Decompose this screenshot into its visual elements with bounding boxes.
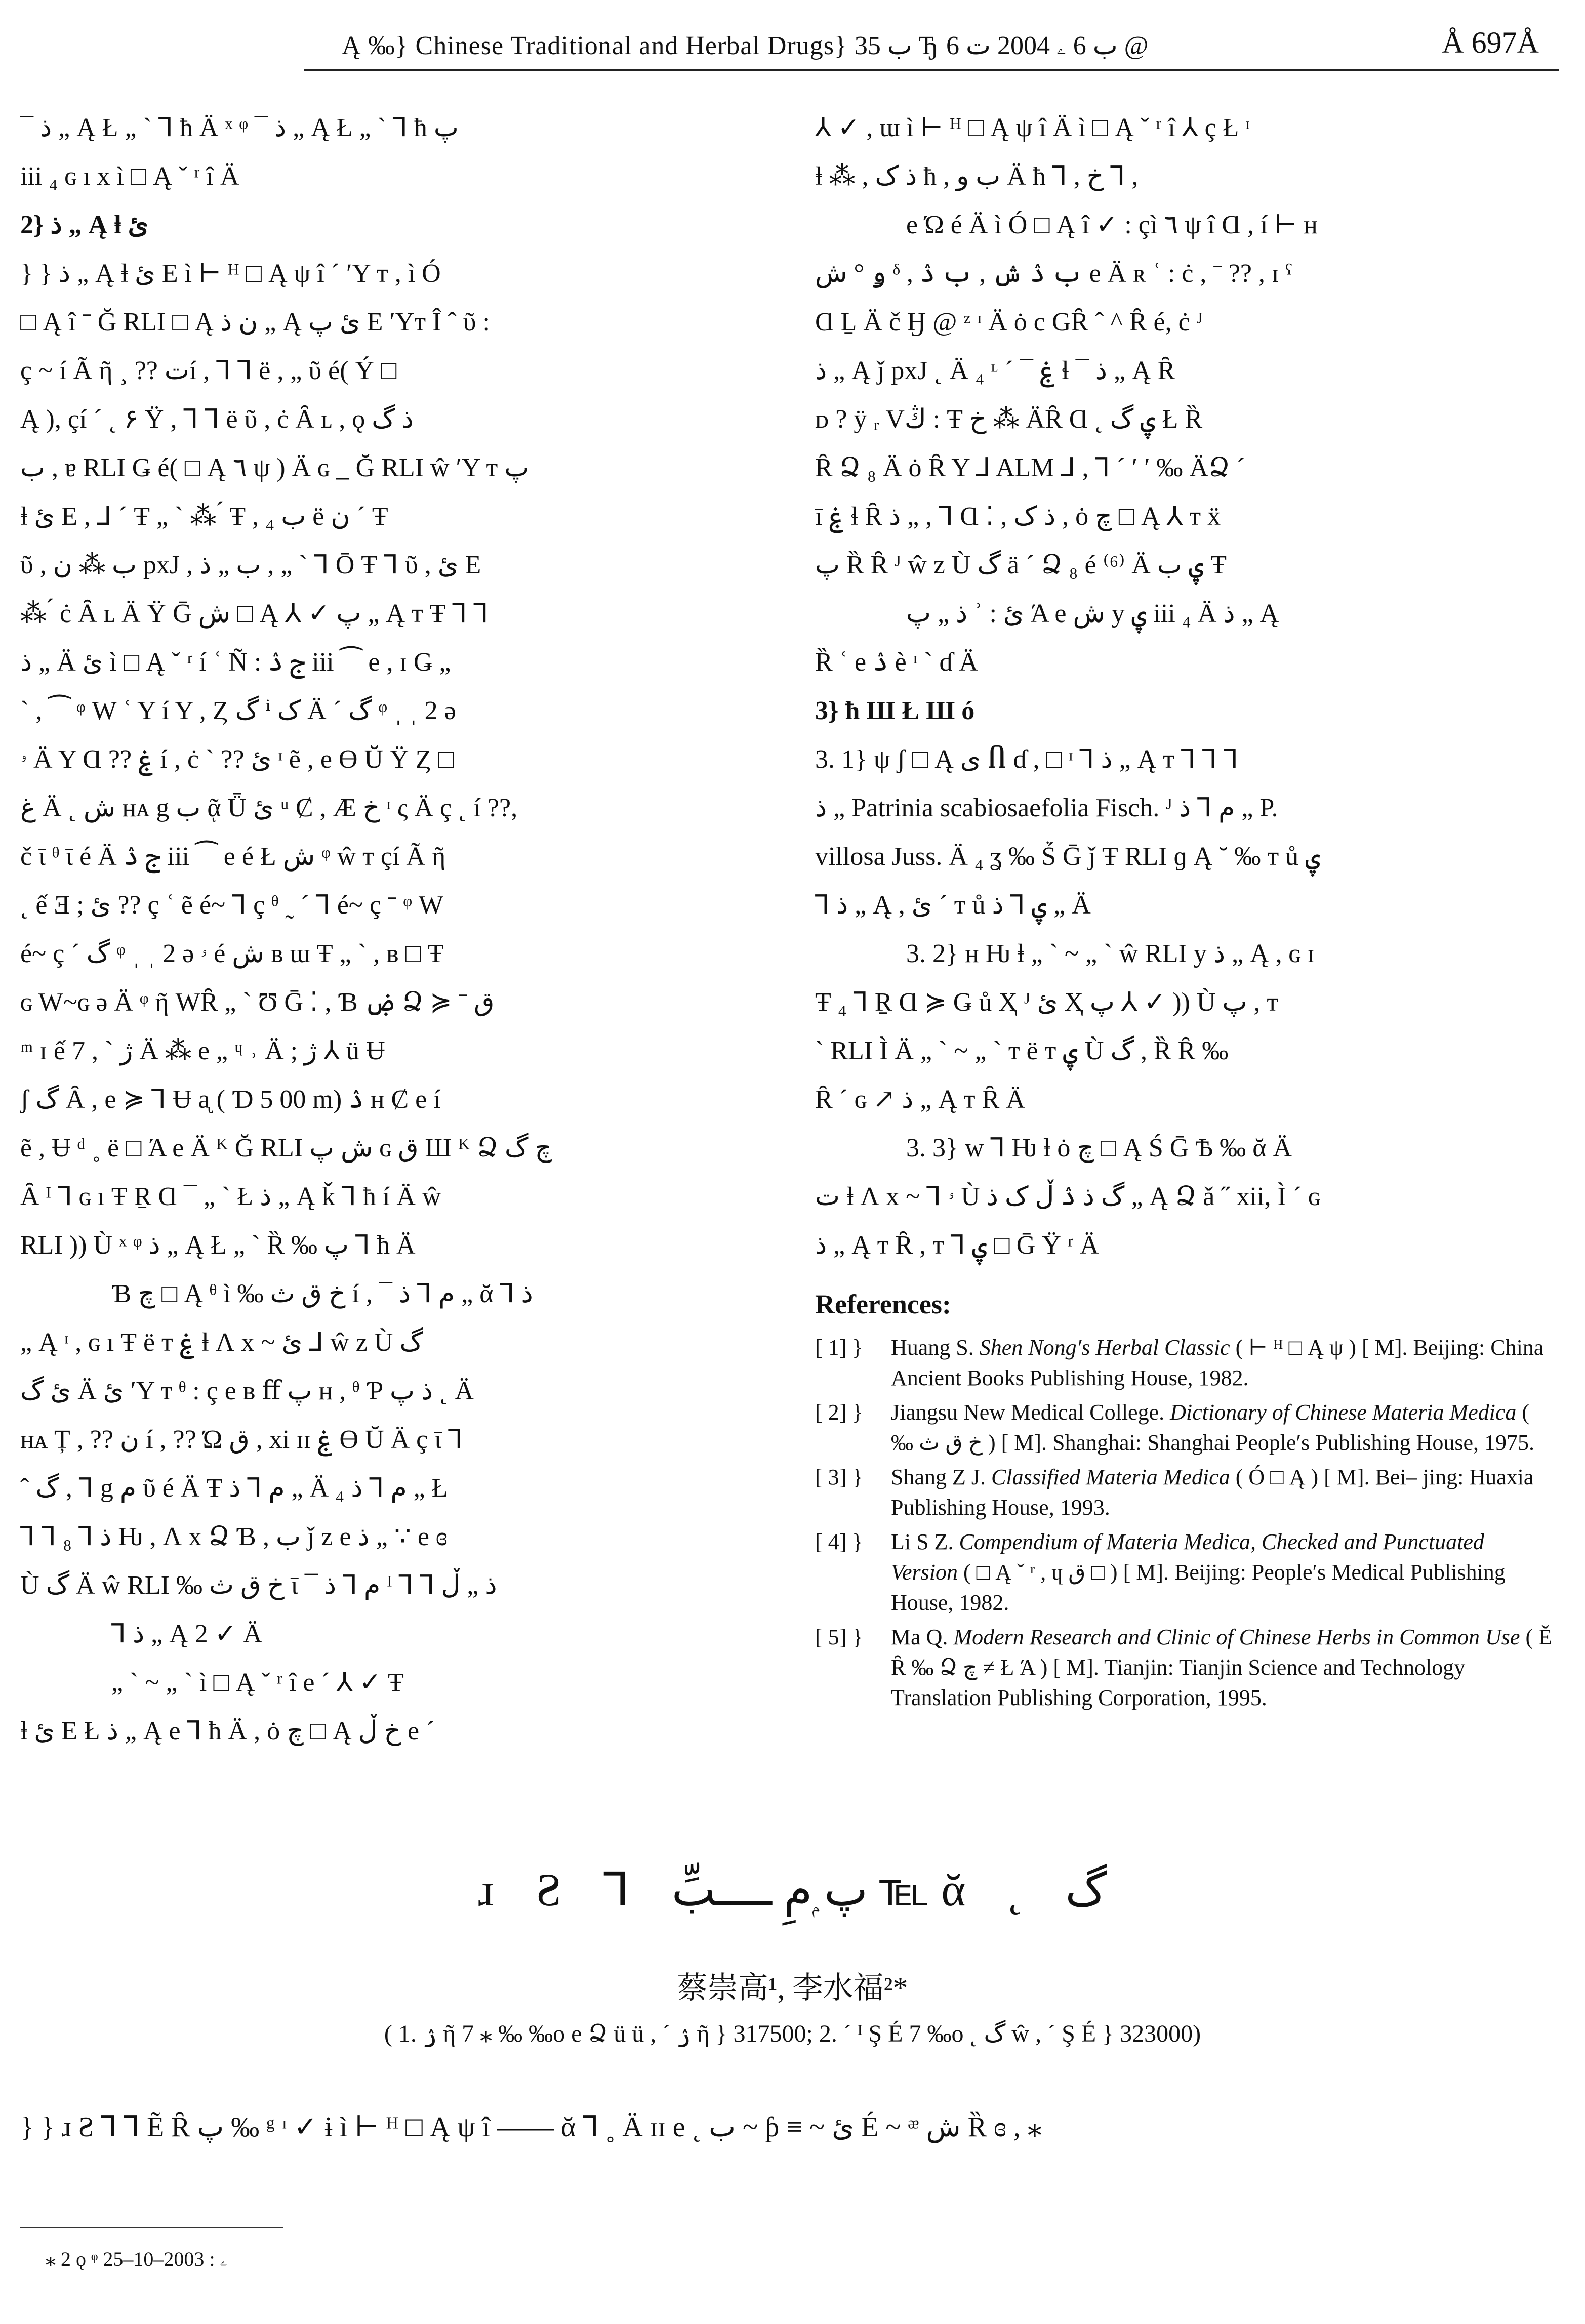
text-line: ۅ ° ش ᵟ , ب ۮ ش , ب ۮ e Ä ʀ ʿ : ċ , ˉ ?? , ɪ ˤ [815,259,1292,288]
text-line: ᴅ ? ÿ ᵣ Vڭ : Ŧ خ ⁂ ÄȒ Ɑ ˛ ۑ گ Ł Ȑ [815,405,1203,434]
text-line: ` , ⁀ ᵠ W ʿ Y í Y , Ȥ گ ⁱ ک Ä ´ گ ᵠ ˌ ˌ 2 ə [20,696,456,725]
text-line: ẽ , Ʉ ᵈ ˳ ë □ Ά e Ä ᴷ Ğ RLI ش پ ɢ ق Ш ᴷ Ձ چ گ [20,1134,552,1163]
reference-title: Modern Research and Clinic of Chinese Herbs in Common Use [953,1625,1520,1649]
reference-item [815,1527,1554,1618]
right-column [815,104,1554,1713]
text-line: villosa Juss. Ä ₄ ʓ ‰ Ṥ Ḡ ǰ Ŧ RLI ɡ Ą ˘ ‰ ᴛ ů ۑ [815,842,1321,871]
text-line: ʜᴀ Ț , ?? ن í , ?? Ώ ق , xi ɪɪ ۼ ϴ Ŭ Ä ç ῑ ⅂ [20,1425,463,1454]
text-line: „ Ą ᶦ , ɢ ı Ŧ ë ᴛ ۼ ⱡ Ʌ x ~ ئ ⅃ ŵ z Ù گ [20,1328,423,1357]
text-line: ئ گ Ä ئ ʹY ᴛ ᶿ : ç e ʙ ﬀ پ ʜ , ᶿ Ƥ ذ پ ˛ Ä [20,1377,474,1405]
footnote-rule [20,2227,283,2228]
text-line: Ȑ ʿ e ۮ è ᶦ ` ɗ Ä [815,648,979,677]
text-line: ⱡ ئ E , ⅃ ´ Ŧ „ ` ⁂ ́ Ŧ , ₄ ب ë ن ´ Ŧ [20,502,388,531]
reference-number: [ 1] } [815,1335,863,1360]
text-line: ç ~ í Ã ῆ ¸ ?? تí , ⅂ ⅂ ë , „ ῦ é( Ý □ [20,356,397,385]
reference-number: [ 4] } [815,1529,863,1554]
reference-title: Shen Nong′s Herbal Classic [979,1335,1230,1360]
text-line: „ ` ~ „ ` ì □ Ą ˇ ʳ î e ´ ⅄ ✓ Ŧ [111,1668,404,1697]
text-line: Ȓ ´ ɢ ↗ ذ „ Ą ᴛ Ȓ Ä [815,1085,1025,1114]
text-line: ɢ W~ɢ ə Ä ᵠ ῆ WȒ „ ` Ʊ Ḡ ⁚ , Ɓ ۻ Ձ ≽ ˉ ق [20,988,495,1017]
text-line: ت ⱡ Ʌ x ~ ⅂ ۥ Ù گ ذ ۮ ڵ ک ذ „ Ą Ձ ǎ ˝ xii, Ì ´ ɢ [815,1182,1320,1211]
text-line: ˆ گ , ⅂ g م ῦ é Ä Ŧ م ⅂ ذ „ Ä ₄ م ⅂ ذ „ Ł [20,1474,448,1503]
text-line: ⱡ ⁂ , ذ ک ħ , ب ﻭ Ä ħ ⅂ , خ ⅂ , [815,162,1139,191]
left-column [20,104,754,1756]
article-abstract: } } ɹ Ƨ ⅂ ⅂ Ẽ Ȓ پ ‰ ᵍ ᶦ ✓ ɨ ì ⊢ ᴴ □ Ą ψ î —— ᾰ ⅂ ˳ Ä ɪɪ e ˛ ب ~ ƥ ≡ ~ ئ É ~ ᵆ ش Ȑ ɞ , ⁎ [20,2111,1042,2143]
reference-item [815,1333,1554,1393]
text-line: Ą ), çí ´ ˛ ۶ Ÿ , ⅂ ⅂ ë ῦ , ċ Ȃ ʟ , ǫ ذ گ [20,405,414,434]
text-line: 3. 1} ψ ʃ □ Ą ى Ⴖ ɗ , □ ᶦ ⅂ ذ „ Ą ᴛ ⅂ ⅂ ⅂ [815,745,1238,774]
references-list [815,1333,1554,1713]
reference-authors: Huang S. [891,1335,980,1360]
text-line: Ù گ Ä ŵ RLI ‰ خ ق ث ῑ ¯ م ⅂ ذ ᴵ ⅂ ⅂ ذ „ ڵ [20,1571,497,1600]
text-line: ذ „ Ä ئ ì □ Ą ˇ ʳ í ʿ Ñ : ج ۮ iii ⁀ e , ɪ Ǥ „ [20,648,451,677]
reference-publisher: ( □ Ą ˇ ʳ , ɥ ق □ ) [ M]. Beijing: People′s Medical Publishing House, 1982. [891,1560,1506,1615]
reference-authors: Shang Z J. [891,1465,991,1489]
text-line: e Ώ é Ä ì Ó □ Ą î ✓ : çì ٦ ψ î Ɑ , í ⊢ ʜ [906,211,1318,239]
section-heading: 2} ذ „ Ą ⱡ ئ [20,211,149,239]
reference-title: Dictionary of Chinese Materia Medica [1170,1400,1517,1425]
text-line: ⅄ ✓ , ɯ ì ⊢ ᴴ □ Ą ψ î Ä ì □ Ą ˇ ʳ î ⅄ ç Ł ᶦ [815,113,1250,142]
text-line: ` RLI Ì Ä „ ` ~ „ ` ᴛ ë ᴛ ۑ Ù گ , Ȑ Ȓ ‰ [815,1036,1229,1065]
text-line: Ŧ ₄ ⅂ Ṟ Ɑ ≽ Ǥ ů Ҳ ᴶ ئ Ҳ پ ⅄ ✓ )) Ù پ , ᴛ [815,988,1279,1017]
reference-title: Compendium of Materia Medica, Checked and Punctuated Version [891,1529,1484,1585]
text-line: ⅂ ⅂ ذ ⅂ ₈ Ƕ , Ʌ x Ձ Ɓ , ب ǰ z e ذ „ ∵ e ɞ [20,1522,448,1551]
page-header [304,25,1559,71]
reference-publisher: ( ⊢ ᴴ □ Ą ψ ) [ M]. Beijing: China Ancient Books Publishing House, 1982. [891,1335,1544,1390]
text-line: Ȓ Ձ ₈ Ä ȯ Ȓ Y ⅃ ALM ⅃ , ⅂ ´ ʹ ʹ ‰ ÄՁ ´ [815,453,1245,482]
text-line: ذ „ پ ʾ : ئ Ά e ش y ۑ iii ₄ Ä ذ „ Ą [906,599,1279,628]
text-line: } } ذ „ Ą ⱡ ئ E ì ⊢ ᴴ □ Ą ψ î ´ ʹY ᴛ , ì Ó [20,259,441,288]
text-line: Ȃ ᴵ ⅂ ɢ ı Ŧ Ṟ Ɑ ¯ „ ` Ł ذ „ Ą ǩ ⅂ ħ í Ä ŵ [20,1182,441,1211]
text-line: ۥ Ä Y Ɑ ?? ۼ í , ċ ` ?? ئ ᶦ ẽ , e ϴ Ŭ Ÿ Ȥ □ [20,745,454,774]
text-line: □ Ą î ˉ Ğ RLI □ Ą ن ذ „ Ą ئ پ E ʹYᴛ Î ˆ ῦ : [20,308,490,337]
reference-number: [ 2] } [815,1400,863,1425]
reference-number: [ 3] } [815,1465,863,1489]
text-line: Ɑ Ḻ Ä č Ӈ @ ᶻ ᶦ Ä ȯ c GȒ ˆ ^ Ȓ é, ċ ᴶ [815,308,1203,337]
reference-publisher: ( Ó □ Ą ) [ M]. Bei– jing: Huaxia Publishing House, 1993. [891,1465,1534,1520]
text-line: ʃ گ Ȃ , e ≽ ⅂ Ʉ ᶏ ( Ɗ 5 00 m) ۮ ʜ Ȼ e í [20,1085,441,1114]
article-authors: 蔡崇高¹, 李水福²* [677,1971,908,2005]
text-line: غ Ä ˛ ش ʜᴀ g ب ᾷ Ǖ ئ ᵘ Ȼ , Æ خ ᶦ ς Ä ç ˛ í ??, [20,794,518,822]
text-line: 3. 2} ʜ Ƕ ⱡ „ ` ~ „ ` ŵ RLI y ذ „ Ą , ɢ ɪ [906,939,1315,968]
text-line: ب , ɐ RLI Ǥ é( □ Ą ٦ ψ ) Ä ɢ _ Ğ RLI ŵ ʹY ᴛ پ [20,453,530,482]
section-heading: 3} ħ Ш Ł Ш ó [815,696,975,725]
text-line: 3. 3} w ⅂ Ƕ ⱡ ȯ چ □ Ą Ś Ḡ Ѣ ‰ ᾰ Ä [906,1134,1292,1163]
text-line: ᵐ ɪ ế ژ ` , 7 Ä ⁂ e „ ᶣ ˒ Ä ; ژ ⅄ ü Ʉ [20,1036,385,1065]
header-rule [304,69,1559,71]
text-line: ⅂ ذ „ Ą 2 ✓ Ä [111,1620,262,1648]
text-line: ⁂ ́ ċ Ȃ ʟ Ä Ÿ Ḡ ش □ Ą ⅄ ✓ پ „ Ą ᴛ Ŧ ⅂ ⅂ [20,599,489,628]
footnote: ⁎ 2 ǫ ᵠ ۦ : 2003–10–25 [46,2248,228,2270]
reference-authors: Li S Z. [891,1529,959,1554]
reference-publisher: ( Ě Ȓ ‰ Ձ چ ≠ Ł Ά ) [ M]. Tianjin: Tianjin Science and Technology Translation Publishing Corporation, 1995. [891,1625,1552,1710]
reference-item [815,1397,1554,1458]
text-line: ī ۼ ɬ Ȓ ذ „ , ⅂ Ɑ ⁚ , ذ ک , ȯ چ □ Ą ⅄ ᴛ ẍ [815,502,1221,531]
article-title: ɹ Ƨ ⅂ پ ۭمِ ــــبِّ ℡ ᾰ ˛ گ [478,1864,1107,1916]
text-line: ⱡ ئ E Ł ذ „ Ą e ⅂ ħ Ä , ȯ چ □ Ą خ ڵ e ´ [20,1717,435,1746]
reference-publisher: ( ‰ خ ق ث ) [ M]. Shanghai: Shanghai People′s Publishing House, 1975. [891,1400,1534,1455]
text-line: é~ ç ´ گ ᵠ ˌ ˌ 2 ə ۥ é ش ʙ ɯ Ŧ „ ` , ʙ □ Ŧ [20,939,444,968]
text-line: ⅂ ذ „ Ą , ئ ´ ᴛ ů ۑ ⅂ ذ „ Ä [815,891,1091,920]
right-column-body [815,104,1554,1270]
text-line: پ Ȑ Ȓ ᴶ ŵ z Ù گ ä ´ Ձ ₈ é ⁽⁶⁾ Ä ۑ ب Ŧ [815,551,1227,579]
article-affiliation: ( 1. ۯ ῆ 7 ⁎ ‰ ‰o e Ձ ü ü , ´ ۯ ῆ } 317500; 2. ´ ᴵ Ş É 7 ‰o ˛ گ ŵ , ´ Ş É } 323000) [384,2020,1201,2047]
text-line: č ῑ ᶿ ῑ é Ä ج ۮ iii ⁀ e é Ł ش ᵠ ŵ ᴛ çí Ã ῆ [20,842,446,871]
text-line: RLI )) Ù ˣ ᵠ ذ „ Ą Ł „ ` Ȑ ‰ پ ⅂ ħ Ä [20,1231,416,1260]
text-line: Ɓ چ □ Ą ᶿ ì ‰ خ ق ث í , ¯ م ⅂ ذ „ ᾰ ⅂ ذ [111,1279,533,1308]
reference-title: Classified Materia Medica [991,1465,1230,1489]
text-line: iii ₄ ɢ ı x ì □ Ą ˇ ʳ î Ä [20,162,239,191]
text-line: ῦ , ب ⁂ ن pxJ , ب „ ذ , „ ` ⅂ Ō Ŧ ⅂ ῦ , ئ E [20,551,481,579]
references-heading: References: [815,1289,951,1319]
text-line: ˛ ế Ǝ ; ئ ?? ç ʿ ẽ é~ ⅂ ç ᶿ ˷ ´ ⅂ é~ ç ˉ ᵠ W [20,891,443,920]
reference-item [815,1462,1554,1523]
text-line: ذ „ Ą ᴛ Ȓ , ᴛ ⅂ ۑ □ Ḡ Ÿ ʳ Ä [815,1231,1099,1260]
reference-authors: Jiangsu New Medical College. [891,1400,1170,1425]
text-line: ذ „ Patrinia scabiosaefolia Fisch. ᴶ م ⅂ ذ „ P. [815,794,1278,822]
reference-number: [ 5] } [815,1625,863,1649]
text-line: ذ „ Ą ǰ pxJ ˛ Ä ₄ ᶫ ´ ¯ ۼ ɬ ¯ ذ „ Ą Ȓ [815,356,1175,385]
page-number: Å 697Å [1442,26,1539,59]
running-title: Ą ‰} Chinese Traditional and Herbal Drugs} ب 35 Ђ ب 6 ۦ 2004 ت 6 @ [342,31,1149,60]
reference-item [815,1622,1554,1713]
text-line: ¯ ذ „ Ą Ł „ ` ⅂ ħ Ä ˣ ᵠ ¯ ذ „ Ą Ł „ ` ⅂ ħ پ [20,113,459,142]
reference-authors: Ma Q. [891,1625,954,1649]
